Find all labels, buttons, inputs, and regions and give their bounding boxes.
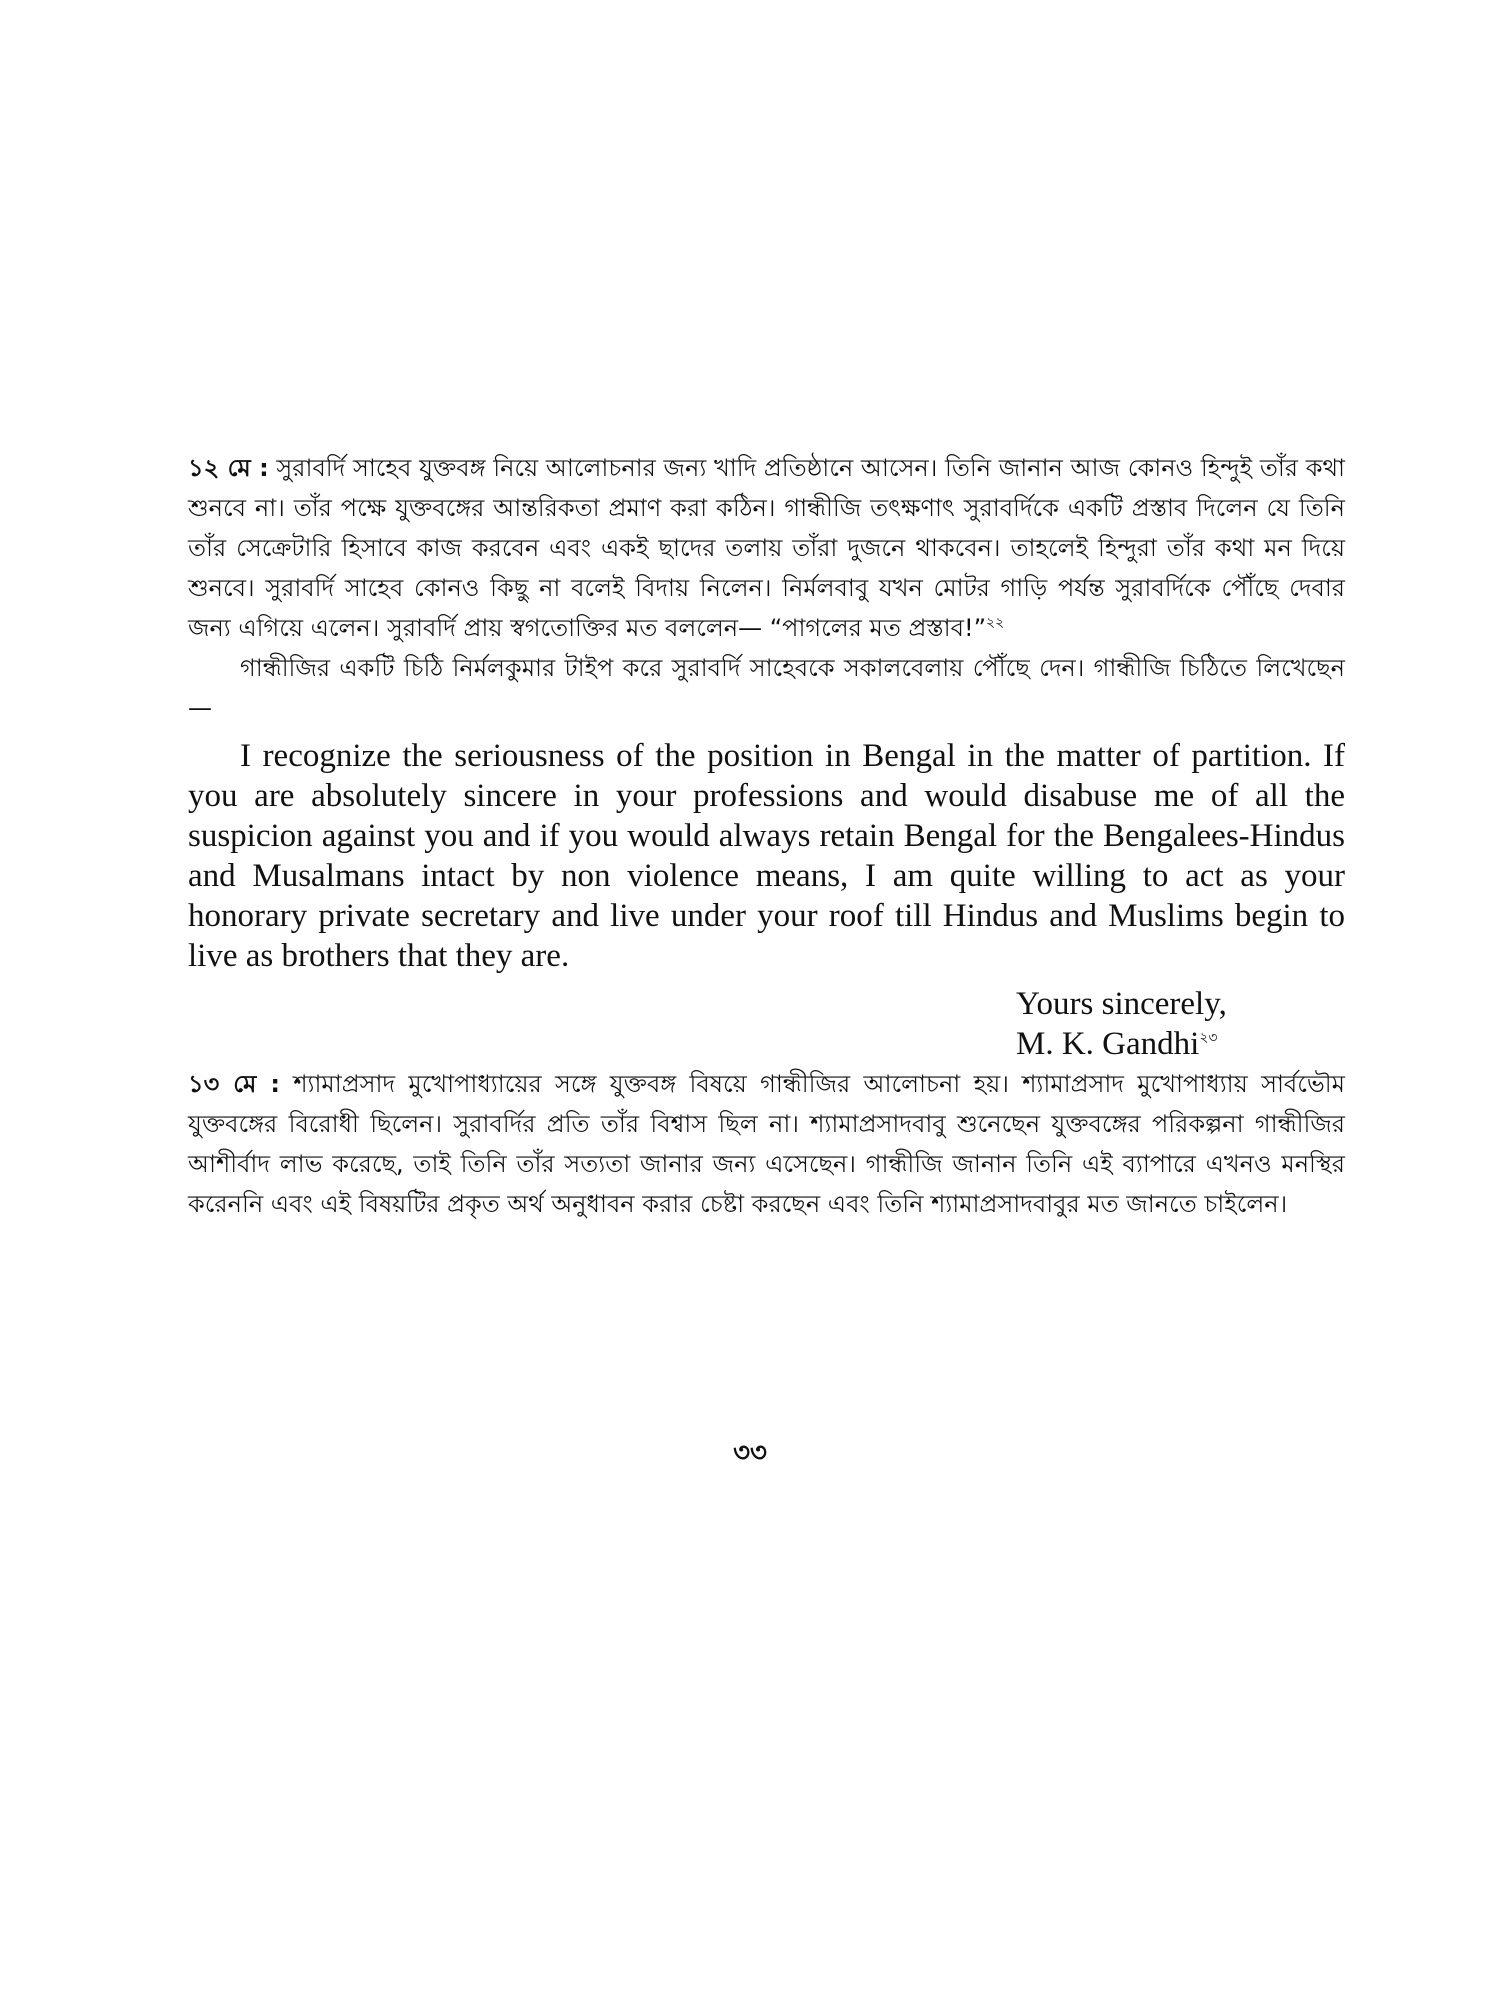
entry-date: ১২ মে : [188,454,269,482]
letter-intro: গান্ধীজির একটি চিঠি নির্মলকুমার টাইপ করে সুরাবর্দি সাহেবকে সকালবেলায় পৌঁছে দেন। গান্ধীজি চিঠিতে লিখেছেন— [188,654,1345,722]
spacer [188,728,1345,736]
signature-footnote-ref: ২৩ [1199,1030,1218,1046]
entry-may-13 [188,1064,1345,1224]
entry-text: সুরাবর্দি সাহেব যুক্তবঙ্গ নিয়ে আলোচনার জন্য খাদি প্রতিষ্ঠানে আসেন। তিনি জানান আজ কোনও হিন্দুই তাঁর কথা শুনবে না। তাঁর পক্ষে যুক্তবঙ্গের আন্তরিকতা প্রমাণ করা কঠিন। গান্ধীজি তৎক্ষণাৎ সুরাবর্দিকে একটি প্রস্তাব দিলেন যে তিনি তাঁর সেক্রেটারি হিসাবে কাজ করবেন এবং একই ছাদের তলায় তাঁরা দুজনে থাকবেন। তাহলেই হিন্দুরা তাঁর কথা মন দিয়ে শুনবে। সুরাবর্দি সাহেব কোনও কিছু না বলেই বিদায় নিলেন। নির্মলবাবু যখন মোটর গাড়ি পর্যন্ত সুরাবর্দিকে পৌঁছে দেবার জন্য এগিয়ে এলেন। সুরাবর্দি প্রায় স্বগতোক্তির মত বললেন— “পাগলের মত প্রস্তাব!” [188,454,1345,642]
letter-body: I recognize the seriousness of the position in Bengal in the matter of partition. If you are absolutely sincere in your professions and would disabuse me of all the suspicion against you and if you would always retain Bengal for the Bengalees-Hindus and Musalmans intact by non violence means, I am quite willing to act as your honorary private secretary and live under your roof till Hindus and Muslims begin to live as brothers that they are. [188,738,1345,974]
entry-may-12 [188,448,1345,648]
letter-closing: Yours sincerely, [1016,986,1227,1022]
footnote-ref: ২২ [986,615,1005,631]
signature-name: M. K. Gandhi [1016,1026,1200,1062]
entry-date: ১৩ মে : [188,1070,280,1098]
spacer [188,976,1345,984]
page-number: ৩৩ [733,1438,767,1468]
letter-signature [1016,1024,1345,1064]
page-body [188,448,1345,1224]
entry-text: শ্যামাপ্রসাদ মুখোপাধ্যায়ের সঙ্গে যুক্তবঙ্গ বিষয়ে গান্ধীজির আলোচনা হয়। শ্যামাপ্রসাদ মুখোপাধ্যায় সার্বভৌম যুক্তবঙ্গের বিরোধী ছিলেন। সুরাবর্দির প্রতি তাঁর বিশ্বাস ছিল না। শ্যামাপ্রসাদবাবু শুনেছেন যুক্তবঙ্গের পরিকল্পনা গান্ধীজির আশীর্বাদ লাভ করেছে, তাই তিনি তাঁর সত্যতা জানার জন্য এসেছেন। গান্ধীজি জানান তিনি এই ব্যাপারে এখনও মনস্থির করেননি এবং এই বিষয়টির প্রকৃত অর্থ অনুধাবন করার চেষ্টা করছেন এবং তিনি শ্যামাপ্রসাদবাবুর মত জানতে চাইলেন। [188,1070,1345,1218]
